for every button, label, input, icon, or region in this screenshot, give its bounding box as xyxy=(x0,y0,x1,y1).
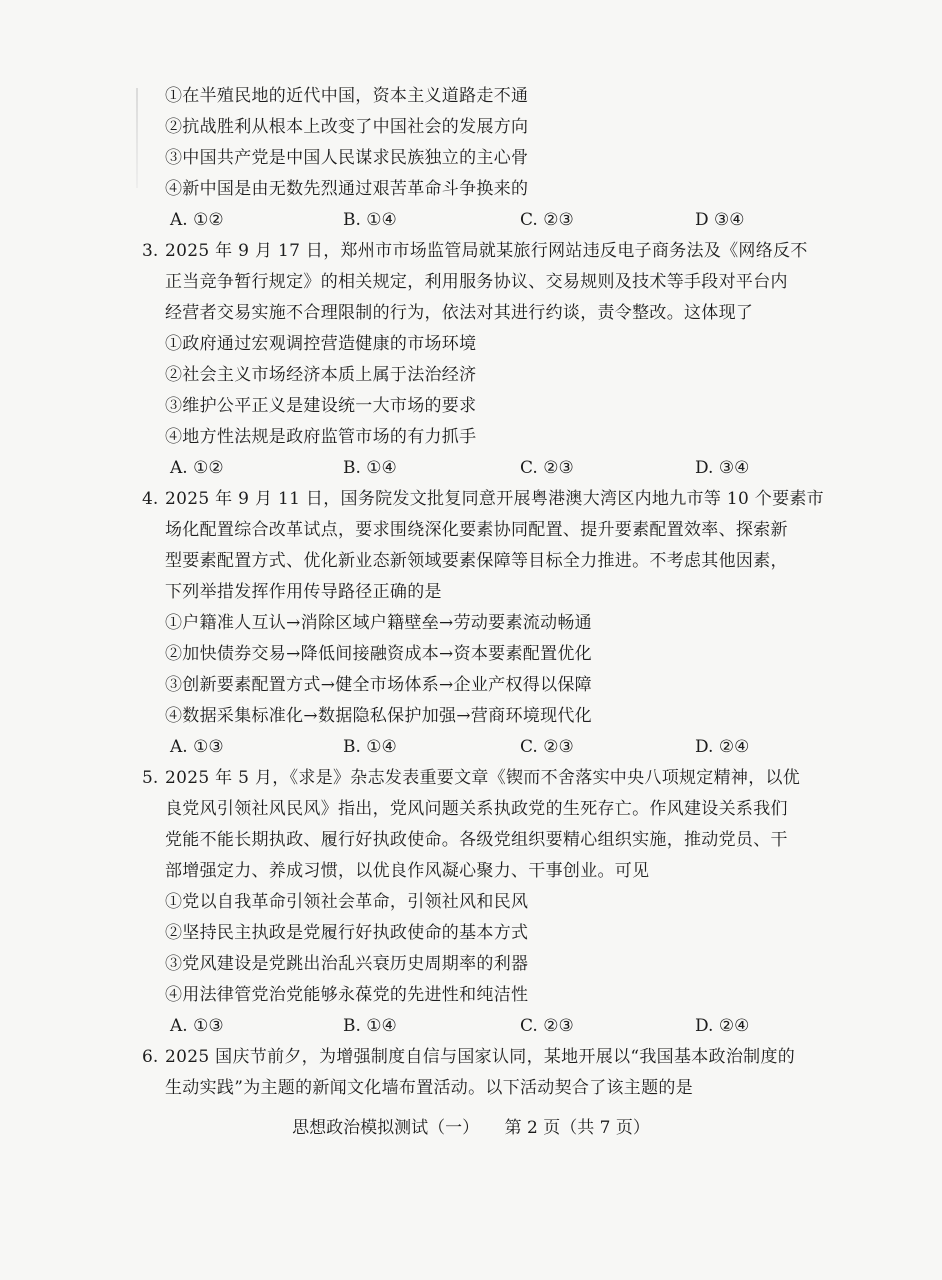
q3-item-1: ①政府通过宏观调控营造健康的市场环境 xyxy=(165,334,477,354)
scan-artifact xyxy=(136,88,138,188)
q4-item-3: ③创新要素配置方式→健全市场体系→企业产权得以保障 xyxy=(165,675,592,695)
q6-stem-line-2: 生动实践”为主题的新闻文化墙布置活动。以下活动契合了该主题的是 xyxy=(165,1078,693,1098)
q5-stem-line-1: 2025 年 5 月，《求是》杂志发表重要文章《锲而不舍落实中央八项规定精神，以优 xyxy=(165,768,801,788)
q5-item-2: ②坚持民主执政是党履行好执政使命的基本方式 xyxy=(165,923,529,943)
q3-item-4: ④地方性法规是政府监管市场的有力抓手 xyxy=(165,427,477,447)
q4-option-c: C. ②③ xyxy=(520,737,574,757)
q2-option-b: B. ①④ xyxy=(343,210,397,230)
q5-stem-line-3: 党能不能长期执政、履行好执政使命。各级党组织要精心组织实施，推动党员、干 xyxy=(165,830,788,850)
q3-item-3: ③维护公平正义是建设统一大市场的要求 xyxy=(165,396,477,416)
q4-stem-line-1: 2025 年 9 月 11 日，国务院发文批复同意开展粤港澳大湾区内地九市等 10 个要素市 xyxy=(165,489,824,509)
q2-item-2: ②抗战胜利从根本上改变了中国社会的发展方向 xyxy=(165,117,529,137)
q5-item-3: ③党风建设是党跳出治乱兴衰历史周期率的利器 xyxy=(165,954,529,974)
q5-item-4: ④用法律管党治党能够永葆党的先进性和纯洁性 xyxy=(165,985,529,1005)
q3-option-a: A. ①② xyxy=(170,458,224,478)
q3-item-2: ②社会主义市场经济本质上属于法治经济 xyxy=(165,365,477,385)
q6-number: 6. xyxy=(142,1047,159,1067)
footer-title: 思想政治模拟测试（一） xyxy=(292,1118,480,1138)
page-footer xyxy=(0,1118,942,1138)
q2-item-3: ③中国共产党是中国人民谋求民族独立的主心骨 xyxy=(165,148,529,168)
q3-stem-line-1: 2025 年 9 月 17 日，郑州市市场监管局就某旅行网站违反电子商务法及《网络反不 xyxy=(165,241,808,261)
q5-option-c: C. ②③ xyxy=(520,1016,574,1036)
q5-option-d: D. ②④ xyxy=(695,1016,750,1036)
q4-item-1: ①户籍准人互认→消除区域户籍壁垒→劳动要素流动畅通 xyxy=(165,613,592,633)
q4-stem-line-3: 型要素配置方式、优化新业态新领域要素保障等目标全力推进。不考虑其他因素， xyxy=(165,551,788,571)
q3-option-c: C. ②③ xyxy=(520,458,574,478)
q5-item-1: ①党以自我革命引领社会革命，引领社风和民风 xyxy=(165,892,529,912)
q5-number: 5. xyxy=(142,768,159,788)
q3-stem-line-2: 正当竞争暂行规定》的相关规定，利用服务协议、交易规则及技术等手段对平台内 xyxy=(165,272,788,292)
q2-item-1: ①在半殖民地的近代中国，资本主义道路走不通 xyxy=(165,86,529,106)
footer-page-number: 第 2 页（共 7 页） xyxy=(504,1118,650,1138)
q5-stem-line-2: 良党风引领社风民风》指出，党风问题关系执政党的生死存亡。作风建设关系我们 xyxy=(165,799,788,819)
q4-item-4: ④数据采集标准化→数据隐私保护加强→营商环境现代化 xyxy=(165,706,592,726)
q3-option-b: B. ①④ xyxy=(343,458,397,478)
q5-option-b: B. ①④ xyxy=(343,1016,397,1036)
q3-stem-line-3: 经营者交易实施不合理限制的行为，依法对其进行约谈，责令整改。这体现了 xyxy=(165,303,754,323)
q4-number: 4. xyxy=(142,489,159,509)
q2-item-4: ④新中国是由无数先烈通过艰苦革命斗争换来的 xyxy=(165,179,529,199)
q6-stem-line-1: 2025 国庆节前夕，为增强制度自信与国家认同，某地开展以“我国基本政治制度的 xyxy=(165,1047,796,1067)
q2-option-d: D ③④ xyxy=(695,210,745,230)
q5-stem-line-4: 部增强定力、养成习惯，以优良作风凝心聚力、干事创业。可见 xyxy=(165,861,650,881)
q4-option-d: D. ②④ xyxy=(695,737,750,757)
q2-option-c: C. ②③ xyxy=(520,210,574,230)
q4-stem-line-2: 场化配置综合改革试点，要求围绕深化要素协同配置、提升要素配置效率、探索新 xyxy=(165,520,788,540)
q4-option-a: A. ①③ xyxy=(170,737,224,757)
q2-option-a: A. ①② xyxy=(170,210,224,230)
q4-item-2: ②加快债券交易→降低间接融资成本→资本要素配置优化 xyxy=(165,644,592,664)
q3-number: 3. xyxy=(142,241,159,261)
q5-option-a: A. ①③ xyxy=(170,1016,224,1036)
q3-option-d: D. ③④ xyxy=(695,458,750,478)
q4-option-b: B. ①④ xyxy=(343,737,397,757)
q4-stem-line-4: 下列举措发挥作用传导路径正确的是 xyxy=(165,582,442,602)
